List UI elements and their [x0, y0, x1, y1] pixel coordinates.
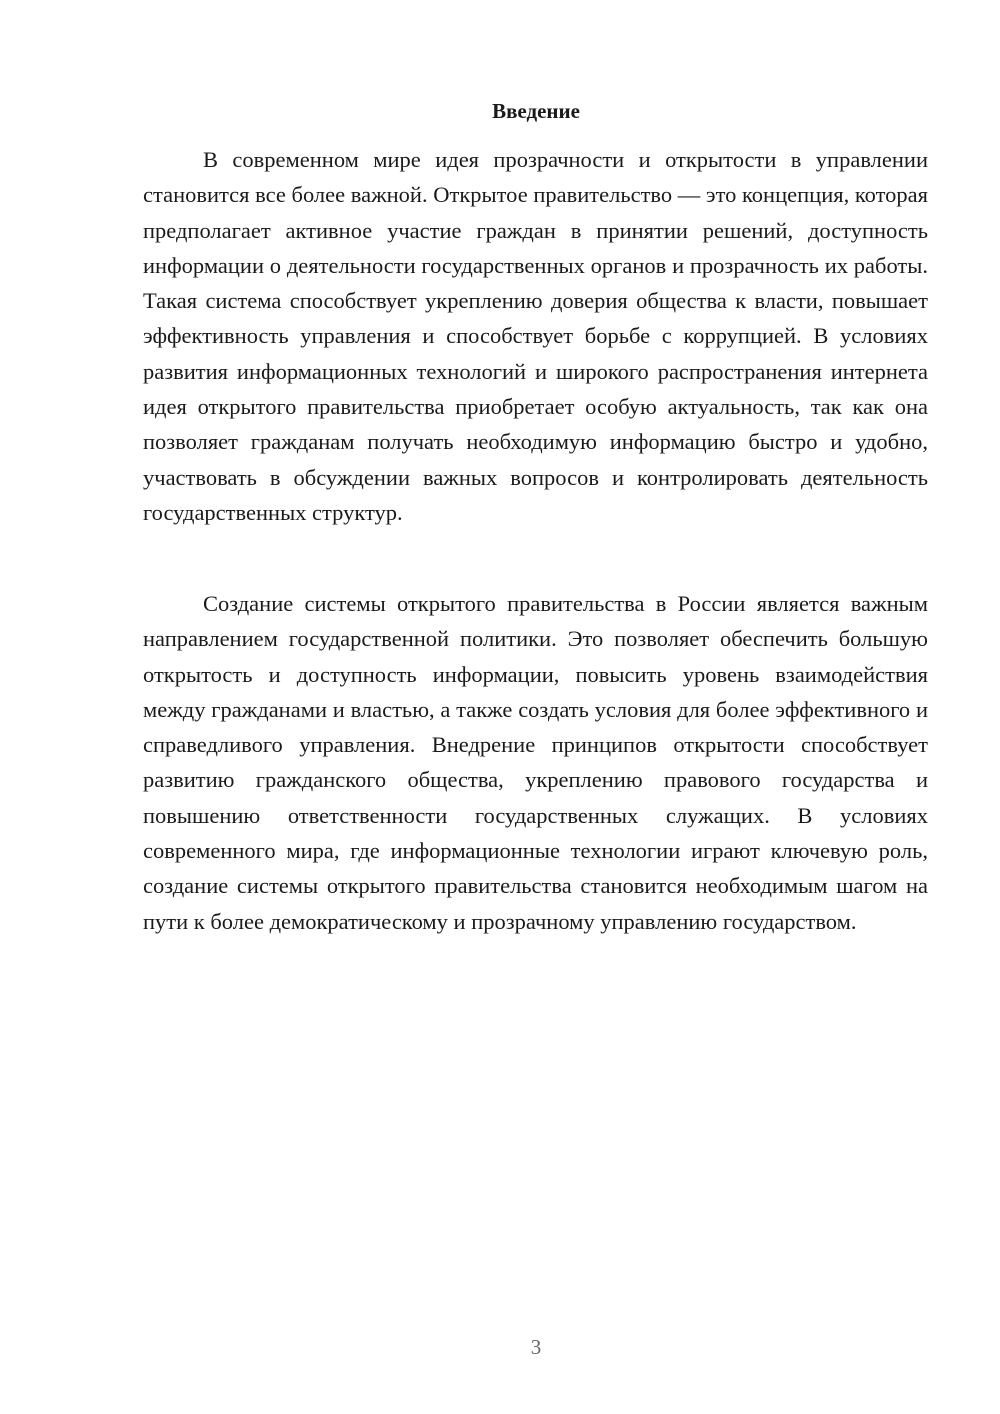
- section-heading: Введение: [492, 99, 580, 123]
- body-paragraph: В современном мире идея прозрачности и открытости в управлении становится все более важной. Открытое правительство — это концепция, которая предполагает активное участие граждан в принятии решений, доступность информации о деятельности государственных органов и прозрачность их работы. Такая система способствует укреплению доверия общества к власти, повышает эффективность управления и способствует борьбе с коррупцией. В условиях развития информационных технологий и широкого распространения интернета идея открытого правительства приобретает особую актуальность, так как она позволяет гражданам получать необходимую информацию быстро и удобно, участвовать в обсуждении важных вопросов и контролировать деятельность государственных структур.: [143, 147, 928, 525]
- body-paragraph: Создание системы открытого правительства в России является важным направлением государственной политики. Это позволяет обеспечить большую открытость и доступность информации, повысить уровень взаимодействия между гражданами и властью, а также создать условия для более эффективного и справедливого управления. Внедрение принципов открытости способствует развитию гражданского общества, укреплению правового государства и повышению ответственности государственных служащих. В условиях современного мира, где информационные технологии играют ключевую роль, создание системы открытого правительства становится необходимым шагом на пути к более демократическому и прозрачному управлению государством.: [143, 591, 928, 934]
- page-number: 3: [530, 1335, 542, 1359]
